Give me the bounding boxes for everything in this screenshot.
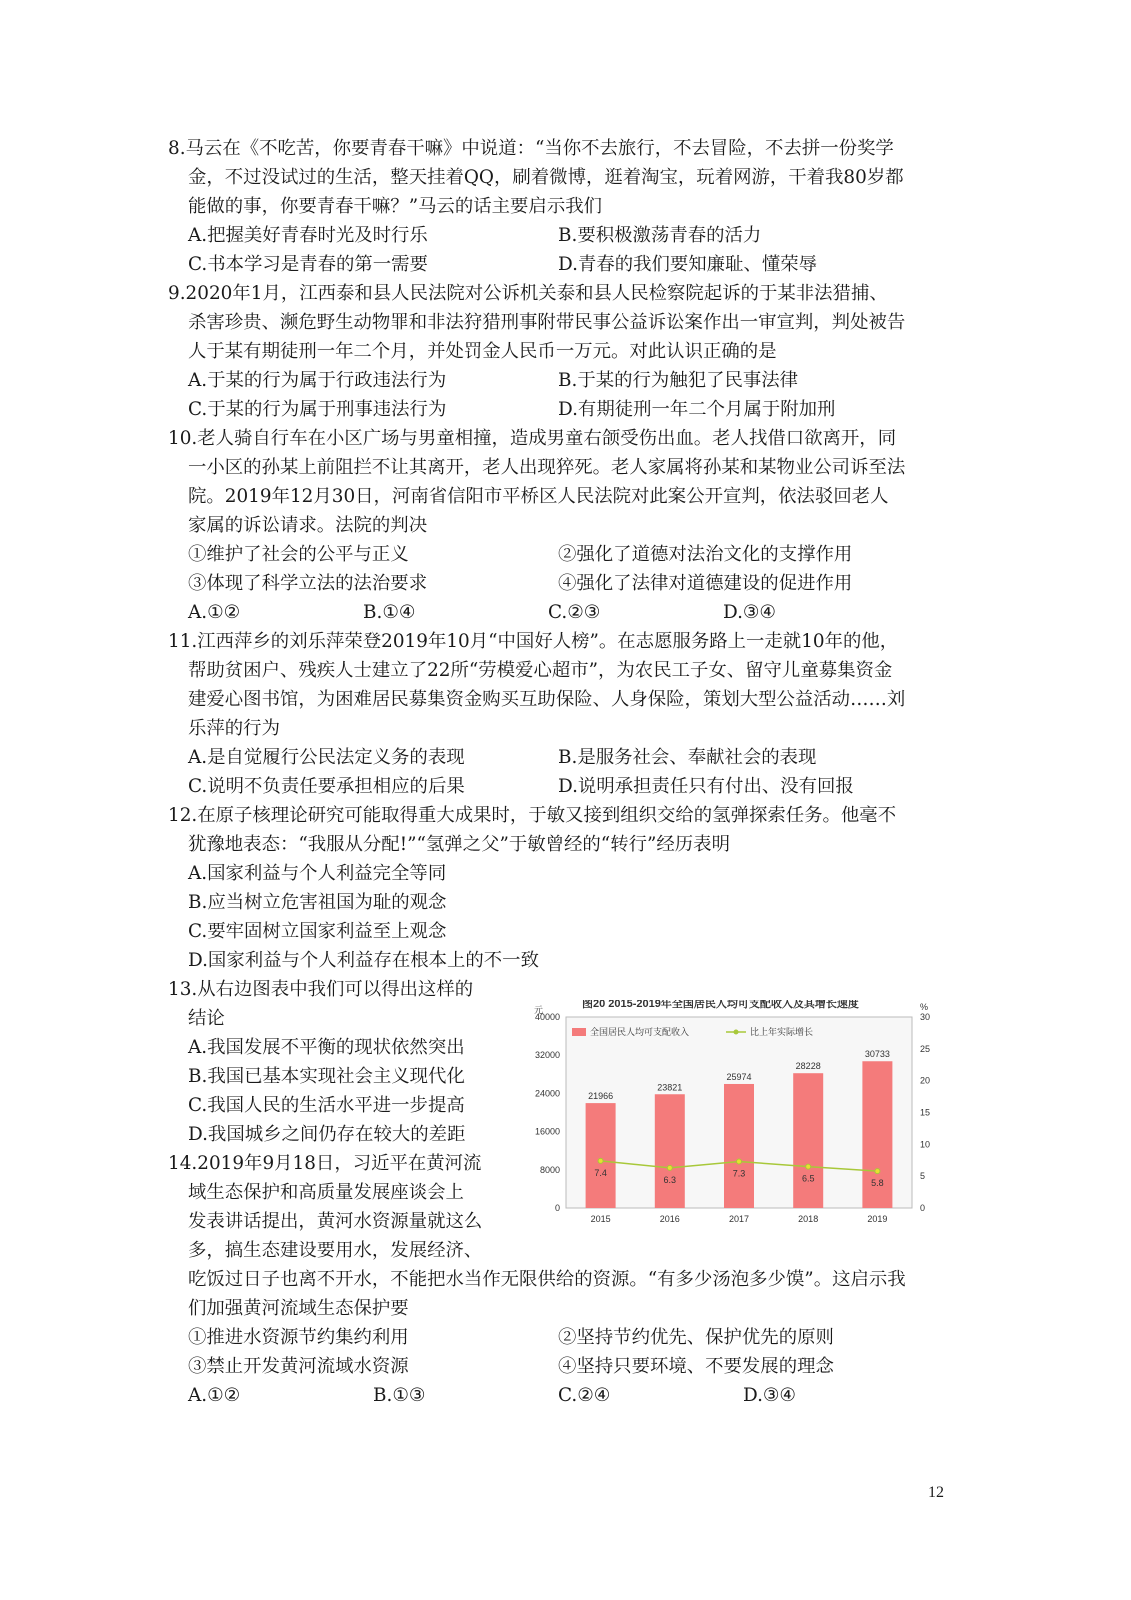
q10-stem-line-1: 10.老人骑自行车在小区广场与男童相撞，造成男童右颌受伤出血。老人找借口欲离开，同 bbox=[168, 428, 897, 449]
chart-right-unit: % bbox=[920, 1002, 929, 1012]
q10-option-c: C.②③ bbox=[548, 602, 601, 623]
q14-statement-4: ④坚持只要环境、不要发展的理念 bbox=[558, 1356, 834, 1377]
y-right-tick-label: 10 bbox=[920, 1139, 931, 1150]
x-tick-label: 2017 bbox=[728, 1214, 750, 1224]
x-tick-label: 2018 bbox=[798, 1214, 819, 1224]
q11-stem-line-4: 乐萍的行为 bbox=[188, 718, 280, 739]
q13-stem-line-1: 13.从右边图表中我们可以得出这样的 bbox=[168, 979, 474, 1000]
income-value-label: 21966 bbox=[588, 1091, 614, 1102]
growth-value-label: 7.3 bbox=[732, 1168, 746, 1179]
q8-stem-line-2: 金，不过没试过的生活，整天挂着QQ，刷着微博，逛着淘宝，玩着网游，干着我80岁都 bbox=[188, 167, 904, 188]
q10-statement-4: ④强化了法律对道德建设的促进作用 bbox=[558, 573, 853, 594]
q14-stem-line-2: 域生态保护和高质量发展座谈会上 bbox=[188, 1182, 464, 1203]
q9-stem-line-3: 人于某有期徒刑一年二个月，并处罚金人民币一万元。对此认识正确的是 bbox=[188, 341, 777, 362]
q11-option-c: C.说明不负责任要承担相应的后果 bbox=[188, 776, 465, 797]
q12-option-c: C.要牢固树立国家利益至上观念 bbox=[188, 921, 447, 942]
q14-statement-3: ③禁止开发黄河流域水资源 bbox=[188, 1356, 409, 1377]
q9-stem-line-1: 9.2020年1月，江西泰和县人民法院对公诉机关泰和县人民检察院起诉的于某非法猎捕、 bbox=[168, 283, 888, 304]
q14-option-a: A.①② bbox=[188, 1385, 241, 1406]
q10-stem-line-4: 家属的诉讼请求。法院的判决 bbox=[188, 515, 428, 536]
income-value-label: 28228 bbox=[795, 1061, 821, 1072]
y-right-tick-label: 25 bbox=[920, 1043, 931, 1054]
legend-marker-growth bbox=[734, 1030, 739, 1035]
q14-stem-line-1: 14.2019年9月18日，习近平在黄河流 bbox=[168, 1153, 482, 1174]
growth-value-label: 6.5 bbox=[801, 1173, 815, 1184]
x-tick-label: 2019 bbox=[867, 1214, 888, 1224]
q9-option-b: B.于某的行为触犯了民事法律 bbox=[558, 370, 799, 391]
legend-label-income: 全国居民人均可支配收入 bbox=[590, 1027, 690, 1037]
income-bar bbox=[586, 1103, 616, 1208]
q10-stem-line-3: 院。2019年12月30日，河南省信阳市平桥区人民法院对此案公开宣判，依法驳回老人 bbox=[188, 486, 889, 507]
q13-option-a: A.我国发展不平衡的现状依然突出 bbox=[188, 1037, 465, 1058]
growth-value-label: 5.8 bbox=[871, 1178, 884, 1189]
q8-stem-line-3: 能做的事，你要青春干嘛？”马云的话主要启示我们 bbox=[188, 196, 602, 217]
y-left-tick-label: 24000 bbox=[534, 1088, 560, 1099]
growth-point bbox=[875, 1169, 880, 1174]
y-right-tick-label: 20 bbox=[920, 1075, 931, 1086]
q14-option-d: D.③④ bbox=[743, 1385, 796, 1406]
q10-option-d: D.③④ bbox=[723, 602, 776, 623]
income-value-label: 30733 bbox=[864, 1049, 890, 1060]
q11-stem-line-1: 11.江西萍乡的刘乐萍荣登2019年10月“中国好人榜”。在志愿服务路上一走就10年的他， bbox=[168, 631, 899, 652]
q11-stem-line-3: 建爱心图书馆，为困难居民募集资金购买互助保险、人身保险，策划大型公益活动……刘 bbox=[188, 689, 906, 710]
q8-option-a: A.把握美好青春时光及时行乐 bbox=[188, 225, 428, 246]
income-chart bbox=[520, 1000, 960, 1250]
q10-statement-1: ①维护了社会的公平与正义 bbox=[188, 544, 409, 565]
q13-option-d: D.我国城乡之间仍存在较大的差距 bbox=[188, 1124, 466, 1145]
q12-option-a: A.国家利益与个人利益完全等同 bbox=[188, 863, 447, 884]
growth-value-label: 6.3 bbox=[663, 1174, 677, 1185]
q13-stem-line-2: 结论 bbox=[188, 1008, 225, 1029]
q11-option-b: B.是服务社会、奉献社会的表现 bbox=[558, 747, 817, 768]
q8-stem-line-1: 8.马云在《不吃苦，你要青春干嘛》中说道：“当你不去旅行，不去冒险，不去拼一份奖学 bbox=[168, 138, 894, 159]
y-right-tick-label: 0 bbox=[920, 1203, 926, 1213]
q9-option-c: C.于某的行为属于刑事违法行为 bbox=[188, 399, 447, 420]
q9-option-a: A.于某的行为属于行政违法行为 bbox=[188, 370, 447, 391]
page-number: 12 bbox=[928, 1484, 944, 1501]
q14-option-b: B.①③ bbox=[373, 1385, 426, 1406]
chart-left-unit: 元 bbox=[534, 1005, 544, 1015]
y-left-tick-label: 8000 bbox=[539, 1164, 560, 1175]
growth-point bbox=[667, 1165, 672, 1170]
q12-option-d: D.国家利益与个人利益存在根本上的不一致 bbox=[188, 950, 539, 971]
income-value-label: 25974 bbox=[726, 1071, 752, 1082]
income-chart-svg bbox=[520, 1000, 960, 1250]
growth-value-label: 7.4 bbox=[594, 1167, 607, 1178]
y-left-tick-label: 40000 bbox=[534, 1012, 560, 1022]
q11-stem-line-2: 帮助贫困户、残疾人士建立了22所“劳模爱心超市”，为农民工子女、留守儿童募集资金 bbox=[188, 660, 893, 681]
q14-stem-line-4: 多，搞生态建设要用水，发展经济、 bbox=[188, 1240, 483, 1261]
q8-option-d: D.青春的我们要知廉耻、懂荣辱 bbox=[558, 254, 818, 275]
q10-statement-2: ②强化了道德对法治文化的支撑作用 bbox=[558, 544, 853, 565]
income-value-label: 23821 bbox=[657, 1082, 683, 1093]
x-tick-label: 2015 bbox=[590, 1214, 611, 1224]
q12-option-b: B.应当树立危害祖国为耻的观念 bbox=[188, 892, 447, 913]
q14-statement-1: ①推进水资源节约集约利用 bbox=[188, 1327, 409, 1348]
q14-stem-line-3: 发表讲话提出，黄河水资源量就这么 bbox=[188, 1211, 483, 1232]
q12-stem-line-1: 12.在原子核理论研究可能取得重大成果时，于敏又接到组织交给的氢弹探索任务。他毫不 bbox=[168, 805, 897, 826]
x-tick-label: 2016 bbox=[659, 1214, 680, 1224]
q10-statement-3: ③体现了科学立法的法治要求 bbox=[188, 573, 428, 594]
q8-option-b: B.要积极激荡青春的活力 bbox=[558, 225, 762, 246]
y-left-tick-label: 0 bbox=[554, 1203, 560, 1213]
income-bar bbox=[655, 1094, 685, 1208]
q11-option-a: A.是自觉履行公民法定义务的表现 bbox=[188, 747, 465, 768]
q8-option-c: C.书本学习是青春的第一需要 bbox=[188, 254, 428, 275]
q9-option-d: D.有期徒刑一年二个月属于附加刑 bbox=[558, 399, 836, 420]
y-right-tick-label: 30 bbox=[920, 1012, 931, 1022]
q10-option-a: A.①② bbox=[188, 602, 241, 623]
q10-option-b: B.①④ bbox=[363, 602, 416, 623]
q14-stem-line-5: 吃饭过日子也离不开水，不能把水当作无限供给的资源。“有多少汤泡多少馍”。这启示我 bbox=[188, 1269, 906, 1290]
q14-stem-line-6: 们加强黄河流域生态保护要 bbox=[188, 1298, 409, 1319]
growth-point bbox=[806, 1164, 811, 1169]
legend-swatch-income bbox=[572, 1028, 586, 1036]
q13-option-b: B.我国已基本实现社会主义现代化 bbox=[188, 1066, 465, 1087]
q11-option-d: D.说明承担责任只有付出、没有回报 bbox=[558, 776, 854, 797]
q9-stem-line-2: 杀害珍贵、濒危野生动物罪和非法狩猎刑事附带民事公益诉讼案作出一审宣判，判处被告 bbox=[188, 312, 906, 333]
q14-statement-2: ②坚持节约优先、保护优先的原则 bbox=[558, 1327, 834, 1348]
legend-label-growth: 比上年实际增长 bbox=[750, 1027, 814, 1037]
y-right-tick-label: 15 bbox=[920, 1107, 931, 1118]
income-bar bbox=[724, 1084, 754, 1208]
chart-title: 图20 2015-2019年全国居民人均可支配收入及其增长速度 bbox=[582, 1000, 859, 1010]
growth-point bbox=[598, 1158, 603, 1163]
income-bar bbox=[793, 1073, 823, 1208]
y-left-tick-label: 32000 bbox=[534, 1050, 560, 1061]
q12-stem-line-2: 犹豫地表态：“我服从分配!”“氢弹之父”于敏曾经的“转行”经历表明 bbox=[188, 834, 730, 855]
q13-option-c: C.我国人民的生活水平进一步提高 bbox=[188, 1095, 465, 1116]
growth-point bbox=[737, 1159, 742, 1164]
q10-stem-line-2: 一小区的孙某上前阻拦不让其离开，老人出现猝死。老人家属将孙某和某物业公司诉至法 bbox=[188, 457, 906, 478]
y-right-tick-label: 5 bbox=[920, 1171, 926, 1182]
q14-option-c: C.②④ bbox=[558, 1385, 611, 1406]
y-left-tick-label: 16000 bbox=[534, 1126, 560, 1137]
